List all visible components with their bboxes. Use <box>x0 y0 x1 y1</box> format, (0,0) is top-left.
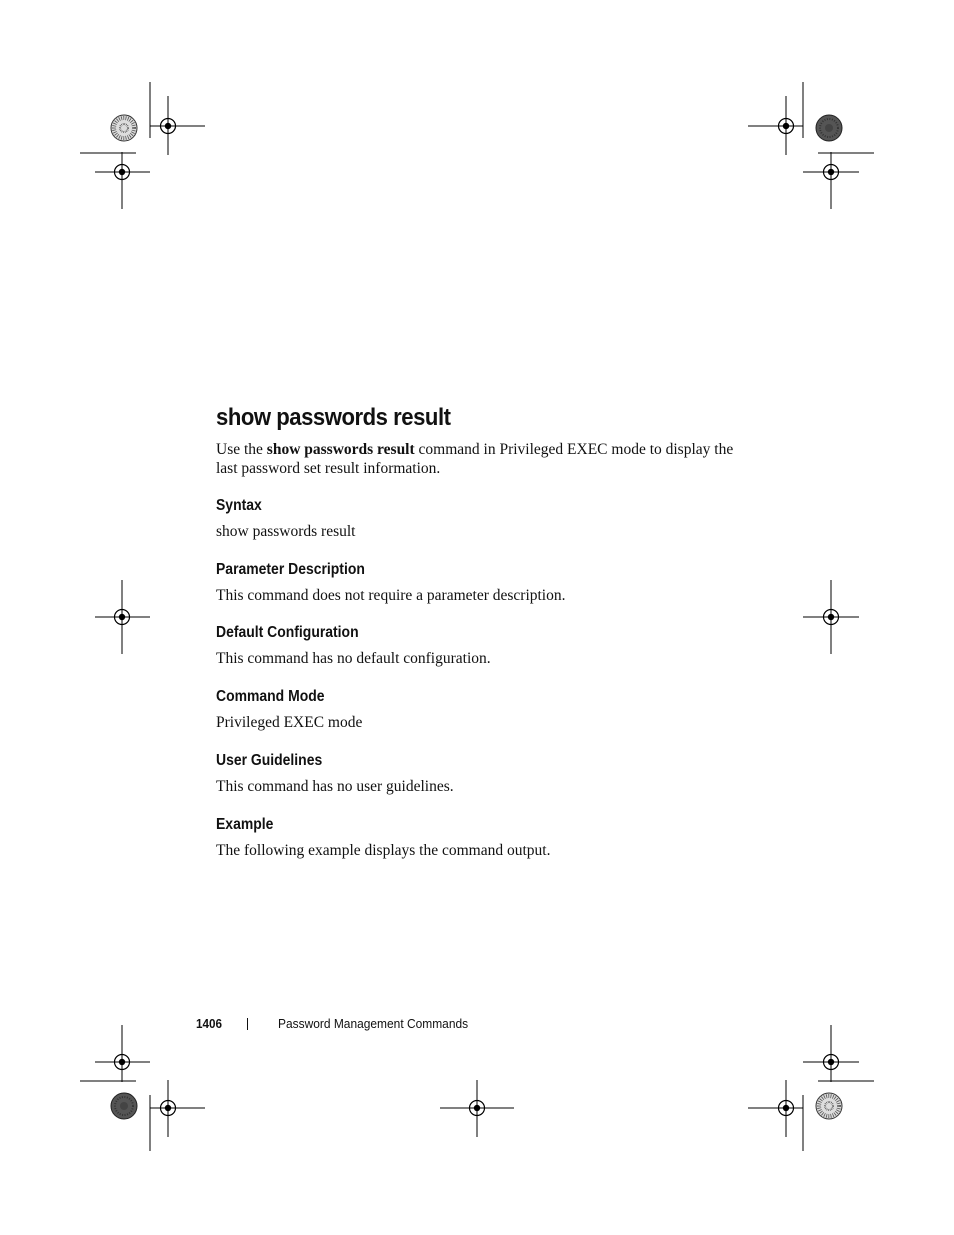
command-mode-text: Privileged EXEC mode <box>216 714 363 731</box>
default-configuration-text: This command has no default configuration. <box>216 650 491 667</box>
intro-command: show passwords result <box>266 441 415 458</box>
intro-text-before: Use the <box>216 441 267 458</box>
page-content <box>216 402 736 859</box>
footer-divider <box>247 1018 248 1030</box>
syntax-section <box>216 496 356 541</box>
parameter-description-text: This command does not require a parameter description. <box>216 587 566 604</box>
example-text: The following example displays the command output. <box>216 842 551 859</box>
intro-paragraph <box>216 440 736 478</box>
intro-text-after: command in Privileged EXEC mode to display the last password set result information. <box>216 441 734 477</box>
parameter-description-heading: Parameter Description <box>216 561 365 578</box>
user-guidelines-section <box>216 751 454 796</box>
default-configuration-section <box>216 623 491 668</box>
parameter-description-section <box>216 560 566 605</box>
default-configuration-heading: Default Configuration <box>216 624 359 641</box>
command-mode-heading: Command Mode <box>216 688 325 705</box>
page-number: 1406 <box>196 1016 223 1031</box>
footer-section-title: Password Management Commands <box>278 1016 469 1031</box>
example-heading: Example <box>216 816 274 833</box>
user-guidelines-heading: User Guidelines <box>216 752 323 769</box>
command-mode-section <box>216 687 362 732</box>
page-title: show passwords result <box>216 404 451 431</box>
syntax-text: show passwords result <box>216 523 356 540</box>
example-section <box>216 815 550 860</box>
user-guidelines-text: This command has no user guidelines. <box>216 778 454 795</box>
syntax-heading: Syntax <box>216 497 262 514</box>
